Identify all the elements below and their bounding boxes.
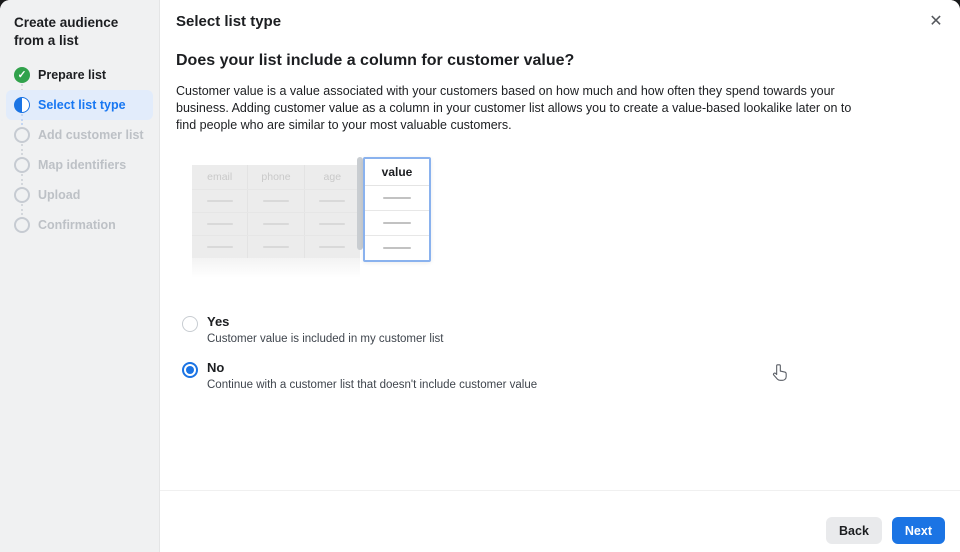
question-description: Customer value is a value associated with your customers based on how much and how often they spend towards your business. Adding customer value as a column in your customer list allows you to create a value-based lookalike later on to find people who are similar to your most valuable customers. <box>176 84 852 132</box>
customer-list-illustration <box>192 157 452 280</box>
table-row <box>365 186 429 211</box>
option-no[interactable] <box>182 360 944 391</box>
wizard-sidebar <box>0 0 160 552</box>
modal-footer <box>160 490 960 552</box>
option-no-description: Continue with a customer list that doesn't include customer value <box>207 379 538 391</box>
table-row <box>192 189 360 212</box>
check-circle-icon: ✓ <box>14 67 30 83</box>
panel-body <box>160 51 960 391</box>
step-map-identifiers <box>6 150 153 180</box>
step-label: Upload <box>38 188 81 202</box>
option-yes-label: Yes <box>207 314 230 329</box>
option-no-label: No <box>207 360 225 375</box>
wizard-title: Create audience from a list <box>14 15 119 48</box>
step-select-list-type[interactable] <box>6 90 153 120</box>
step-label: Add customer list <box>38 128 144 142</box>
step-label: Prepare list <box>38 68 107 82</box>
option-yes-description: Customer value is included in my customer list <box>207 333 444 345</box>
question-heading: Does your list include a column for customer value? <box>176 52 575 69</box>
column-phone: phone <box>261 171 291 183</box>
empty-circle-icon <box>14 187 30 203</box>
half-filled-circle-icon <box>14 97 30 113</box>
value-column-highlight <box>363 157 431 262</box>
close-icon[interactable]: ✕ <box>924 10 948 34</box>
wizard-steps <box>0 60 159 240</box>
next-button[interactable]: Next <box>892 517 945 544</box>
step-label: Map identifiers <box>38 158 127 172</box>
step-label: Select list type <box>38 98 126 112</box>
column-value: value <box>365 159 429 186</box>
list-type-options <box>182 314 944 391</box>
main-panel <box>160 0 960 552</box>
panel-title: Select list type <box>176 13 282 30</box>
step-label: Confirmation <box>38 218 116 232</box>
radio-unselected-icon[interactable] <box>182 316 198 332</box>
table-row <box>365 211 429 236</box>
step-confirmation <box>6 210 153 240</box>
panel-header <box>160 0 960 30</box>
sample-table-header <box>192 165 360 189</box>
column-age: age <box>323 171 342 183</box>
table-row <box>192 212 360 235</box>
column-email: email <box>207 171 233 183</box>
option-yes[interactable] <box>182 314 944 345</box>
sample-table <box>192 165 360 258</box>
empty-circle-icon <box>14 157 30 173</box>
step-upload <box>6 180 153 210</box>
table-reflection <box>192 258 360 278</box>
table-row <box>365 236 429 260</box>
step-add-customer-list <box>6 120 153 150</box>
radio-selected-icon[interactable] <box>182 362 198 378</box>
step-prepare-list[interactable] <box>6 60 153 90</box>
table-row <box>192 235 360 258</box>
empty-circle-icon <box>14 127 30 143</box>
back-button[interactable]: Back <box>826 517 882 544</box>
empty-circle-icon <box>14 217 30 233</box>
